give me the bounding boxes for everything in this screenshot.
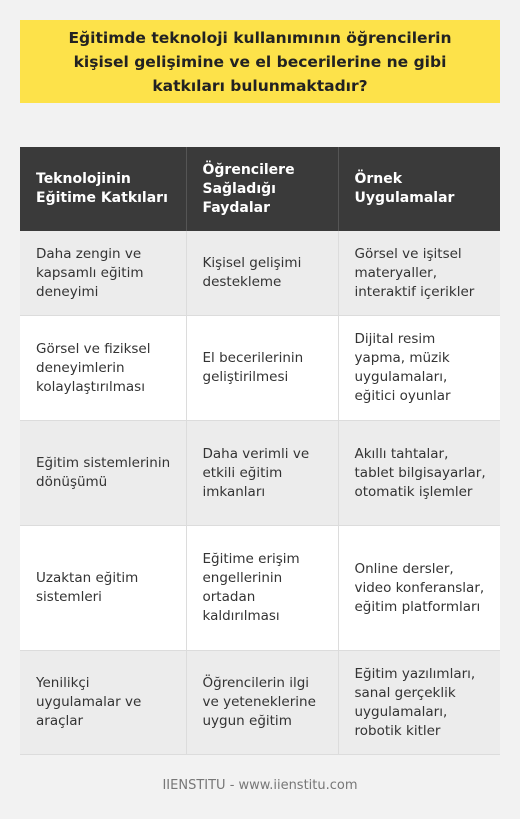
table-cell: Yenilikçi uygulamalar ve araçlar <box>20 651 186 755</box>
table-cell: Görsel ve fiziksel deneyimlerin kolaylaştırılması <box>20 316 186 421</box>
table-header-row <box>20 147 500 231</box>
table-row <box>20 526 500 651</box>
title-banner <box>20 20 500 103</box>
table-cell: Eğitim yazılımları, sanal gerçeklik uygulamaları, robotik kitler <box>338 651 500 755</box>
table-cell: Online dersler, video konferanslar, eğitim platformları <box>338 526 500 651</box>
table-cell: Kişisel gelişimi destekleme <box>186 231 338 316</box>
table-cell: Daha verimli ve etkili eğitim imkanları <box>186 421 338 526</box>
table-cell: Eğitime erişim engellerinin ortadan kaldırılması <box>186 526 338 651</box>
table-row <box>20 231 500 316</box>
column-header: Öğrencilere Sağladığı Faydalar <box>186 147 338 231</box>
page-title: Eğitimde teknoloji kullanımının öğrencilerin kişisel gelişimine ve el becerilerine ne gibi katkıları bulunmaktadır? <box>68 28 452 95</box>
table-row <box>20 421 500 526</box>
table-cell: Görsel ve işitsel materyaller, interaktif içerikler <box>338 231 500 316</box>
table-row <box>20 651 500 755</box>
table-cell: Dijital resim yapma, müzik uygulamaları, eğitici oyunlar <box>338 316 500 421</box>
table-cell: Akıllı tahtalar, tablet bilgisayarlar, otomatik işlemler <box>338 421 500 526</box>
table-cell: Eğitim sistemlerinin dönüşümü <box>20 421 186 526</box>
comparison-table <box>20 147 500 755</box>
table-cell: El becerilerinin geliştirilmesi <box>186 316 338 421</box>
table-row <box>20 316 500 421</box>
table-cell: Öğrencilerin ilgi ve yeteneklerine uygun eğitim <box>186 651 338 755</box>
table-cell: Uzaktan eğitim sistemleri <box>20 526 186 651</box>
table-cell: Daha zengin ve kapsamlı eğitim deneyimi <box>20 231 186 316</box>
column-header: Örnek Uygulamalar <box>338 147 500 231</box>
column-header: Teknolojinin Eğitime Katkıları <box>20 147 186 231</box>
footer-credit: IIENSTITU - www.iienstitu.com <box>162 778 358 793</box>
